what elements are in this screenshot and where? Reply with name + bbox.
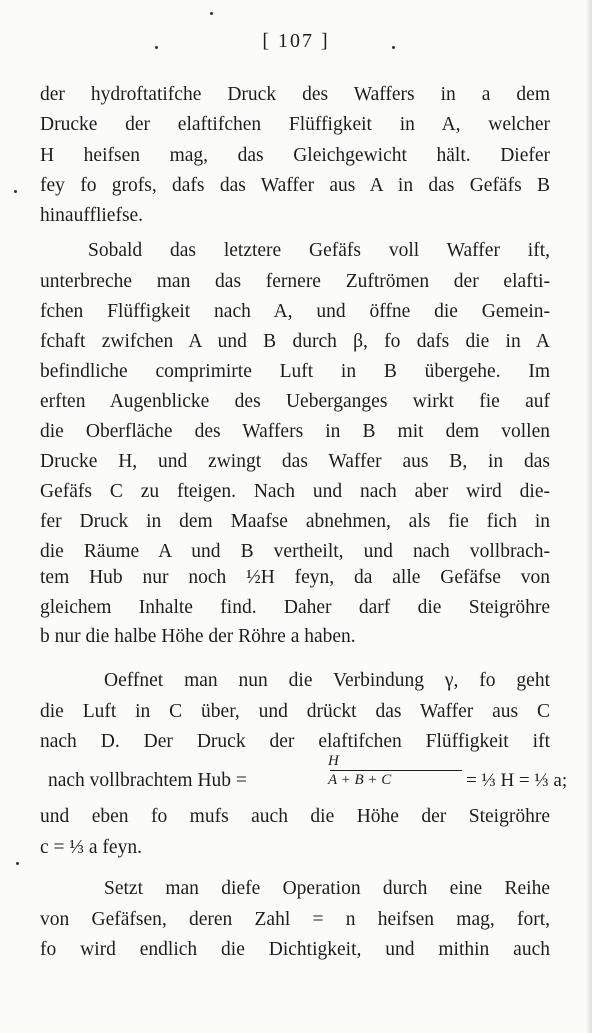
text-line: die Oberfläche des Waffers in B mit dem vollen [40, 421, 550, 442]
scan-speck [14, 190, 17, 193]
text-line: erften Augenblicke des Ueberganges wirkt fie auf [40, 391, 550, 412]
formula-prefix: nach vollbrachtem Hub = [48, 770, 247, 791]
text-line: tem Hub nur noch ½H feyn, da alle Gefäfse von [40, 567, 550, 588]
page-number: [ 107 ] [262, 30, 330, 52]
text-line: Drucke der elaftifchen Flüffigkeit in A, welcher [40, 114, 550, 135]
text-line: fey fo grofs, dafs das Waffer aus A in das Gefäfs B [40, 175, 550, 196]
text-line: von Gefäfsen, deren Zahl = n heifsen mag, fort, [40, 909, 550, 930]
text-line: und eben fo mufs auch die Höhe der Steigröhre [40, 806, 550, 827]
text-line: fchen Flüffigkeit nach A, und öffne die Gemein- [40, 301, 550, 322]
scan-speck [16, 862, 19, 865]
scan-speck [155, 46, 158, 49]
text-line: hinauffliefse. [40, 205, 144, 226]
text-line: fo wird endlich die Dichtigkeit, und mithin auch [40, 939, 550, 960]
formula-fraction [328, 752, 464, 789]
page-edge-shadow [586, 0, 592, 1033]
scan-speck [392, 46, 395, 49]
scan-speck [210, 12, 213, 15]
text-line: Oeffnet man nun die Verbindung γ, fo geht [104, 670, 550, 691]
text-line: c = ⅓ a feyn. [40, 837, 142, 858]
text-line: fchaft zwifchen A und B durch β, fo dafs die in A [40, 331, 550, 352]
text-line: H heifsen mag, das Gleichgewicht hält. Diefer [40, 145, 550, 166]
formula-result: = ⅓ H = ⅓ a; [466, 770, 568, 791]
formula-line [48, 753, 568, 798]
text-line: der hydroftatifche Druck des Waffers in a dem [40, 84, 550, 105]
formula-numerator: H [328, 753, 339, 769]
text-line: unterbreche man das fernere Zuftrömen der elafti- [40, 271, 550, 292]
text-line: Sobald das letztere Gefäfs voll Waffer ift, [88, 240, 550, 261]
text-line: befindliche comprimirte Luft in B übergehe. Im [40, 361, 550, 382]
text-line: Drucke H, und zwingt das Waffer aus B, in das [40, 451, 550, 472]
text-line: nach D. Der Druck der elaftifchen Flüffigkeit ift [40, 731, 550, 752]
text-line: gleichem Inhalte find. Daher darf die Steigröhre [40, 597, 550, 618]
formula-denominator: A + B + C [328, 772, 392, 788]
text-line: die Luft in C über, und drückt das Waffer aus C [40, 701, 550, 722]
text-line: Setzt man diefe Operation durch eine Reihe [104, 878, 550, 899]
text-line: Gefäfs C zu fteigen. Nach und nach aber wird die- [40, 481, 550, 502]
text-line: die Räume A und B vertheilt, und nach vollbrach- [40, 541, 550, 562]
text-line: fer Druck in dem Maafse abnehmen, als fie fich in [40, 511, 550, 532]
text-line: b nur die halbe Höhe der Röhre a haben. [40, 626, 356, 647]
formula [48, 753, 568, 798]
